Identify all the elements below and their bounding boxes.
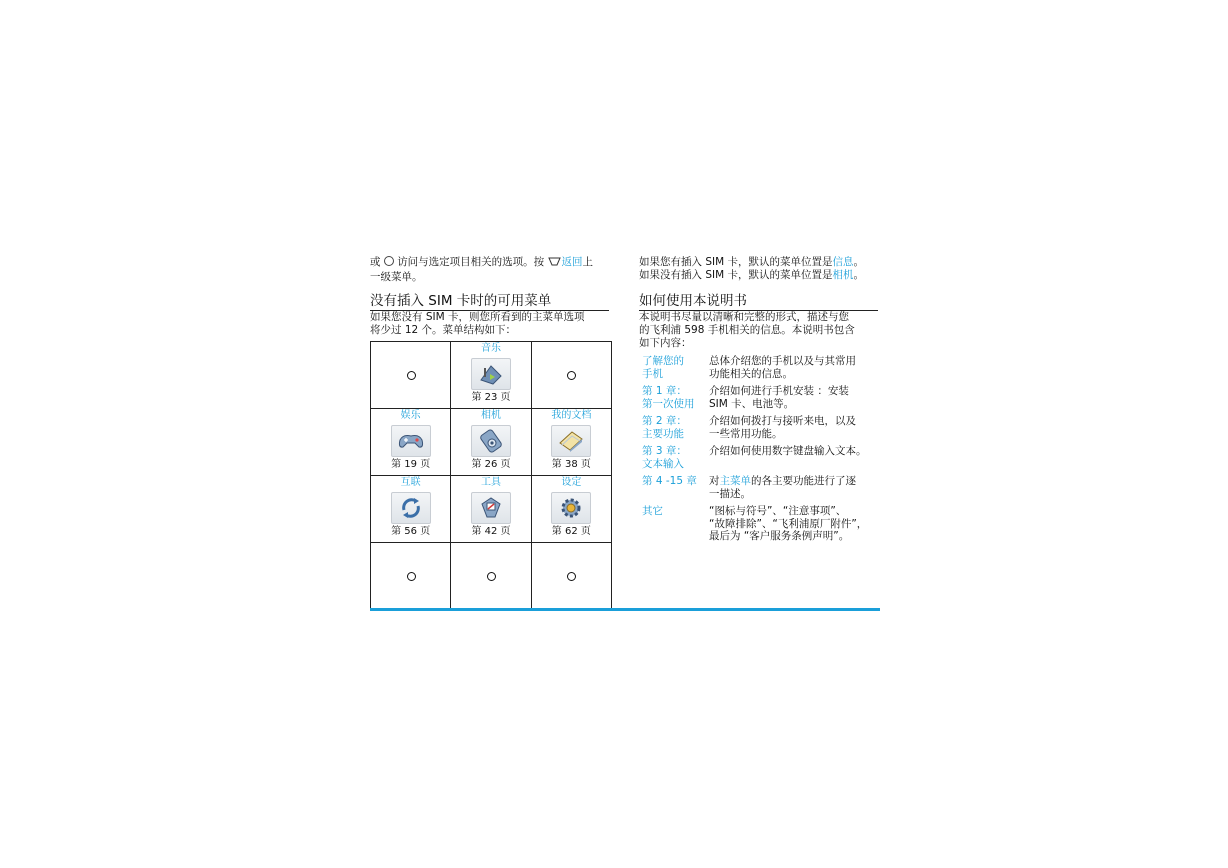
menu-page-games: 第 19 页 (391, 459, 431, 470)
contents-desc: 介绍如何拨打与接听来电，以及 一些常用功能。 (709, 415, 856, 440)
menu-structure-grid (370, 341, 612, 610)
menu-page-documents: 第 38 页 (551, 459, 591, 470)
menu-cell-tools[interactable] (451, 476, 531, 543)
back-link[interactable]: 返回 (561, 256, 583, 268)
settings-icon (551, 492, 591, 524)
documents-icon (551, 425, 591, 457)
contents-row (642, 475, 882, 500)
circle-icon (487, 572, 496, 581)
left-heading: 没有插入 SIM 卡时的可用菜单 (370, 289, 609, 311)
camera-icon (471, 425, 511, 457)
menu-label-connectivity: 互联 (400, 477, 421, 488)
menu-cell-empty (531, 543, 611, 610)
circle-icon (567, 371, 576, 380)
ok-key-icon (384, 256, 394, 266)
menu-cell-documents[interactable] (531, 409, 611, 476)
left-paragraph: 如果您没有 SIM 卡，则您所看到的主菜单选项 将少过 12 个。菜单结构如下： (370, 311, 585, 336)
contents-desc: 介绍如何使用数字键盘输入文本。 (709, 445, 867, 457)
menu-page-connectivity: 第 56 页 (391, 526, 431, 537)
contents-key[interactable]: 第 1 章： 第一次使用 (642, 385, 695, 410)
menu-label-music: 音乐 (480, 343, 501, 354)
music-icon (471, 358, 511, 390)
menu-label-tools: 工具 (480, 477, 501, 488)
menu-cell-empty (371, 543, 451, 610)
menu-label-documents: 我的文档 (551, 410, 592, 421)
menu-page-settings: 第 62 页 (551, 526, 591, 537)
circle-icon (407, 371, 416, 380)
contents-key[interactable]: 了解您的 手机 (642, 355, 684, 380)
contents-list (642, 355, 882, 548)
games-icon (391, 425, 431, 457)
menu-cell-music[interactable] (451, 342, 531, 409)
menu-label-games: 娱乐 (400, 410, 421, 421)
contents-key[interactable]: 第 2 章： 主要功能 (642, 415, 687, 440)
tools-icon (471, 492, 511, 524)
right-heading: 如何使用本说明书 (639, 289, 878, 311)
menu-label-camera: 相机 (480, 410, 501, 421)
contents-desc: 介绍如何进行手机安装 ：安装 SIM 卡、电池等。 (709, 385, 849, 410)
connectivity-icon (391, 492, 431, 524)
contents-row (642, 445, 882, 470)
contents-row (642, 355, 882, 380)
circle-icon (407, 572, 416, 581)
contents-row (642, 385, 882, 410)
right-paragraph: 本说明书尽量以清晰和完整的形式，描述与您 的飞利浦 598 手机相关的信息。本说明书包含 如下内容： (639, 311, 855, 349)
contents-desc: 总体介绍您的手机以及与其常用 功能相关的信息。 (709, 355, 856, 380)
main-menu-link[interactable]: 主菜单 (719, 475, 751, 487)
contents-desc: 对主菜单的各主要功能进行了逐 一描述。 (709, 475, 856, 500)
menu-cell-games[interactable] (371, 409, 451, 476)
right-intro: 如果您有插入 SIM 卡，默认的菜单位置是信息。 如果没有插入 SIM 卡，默认的菜单位置是相机。 (639, 256, 864, 281)
contents-row (642, 415, 882, 440)
camera-link[interactable]: 相机 (832, 269, 854, 281)
menu-cell-camera[interactable] (451, 409, 531, 476)
contents-key[interactable]: 第 3 章： 文本输入 (642, 445, 687, 470)
footer-rule (370, 608, 880, 611)
menu-page-music: 第 23 页 (471, 392, 511, 403)
menu-page-tools: 第 42 页 (471, 526, 511, 537)
menu-label-settings: 设定 (561, 477, 582, 488)
menu-cell-empty (371, 342, 451, 409)
contents-row (642, 505, 882, 543)
contents-key[interactable]: 其它 (642, 505, 663, 517)
left-intro: 或 访问与选定项目相关的选项。按 返回上 一级菜单。 (370, 256, 594, 283)
back-key-icon (548, 256, 562, 271)
menu-cell-settings[interactable] (531, 476, 611, 543)
menu-cell-connectivity[interactable] (371, 476, 451, 543)
contents-desc: “图标与符号”、“注意事项”、 “故障排除”、“飞利浦原厂附件”， 最后为 “客户服务条例声明”。 (709, 505, 868, 542)
menu-page-camera: 第 26 页 (471, 459, 511, 470)
circle-icon (567, 572, 576, 581)
contents-key[interactable]: 第 4 -15 章 (642, 475, 697, 487)
messages-link[interactable]: 信息 (832, 256, 854, 268)
menu-cell-empty (451, 543, 531, 610)
menu-cell-empty (531, 342, 611, 409)
